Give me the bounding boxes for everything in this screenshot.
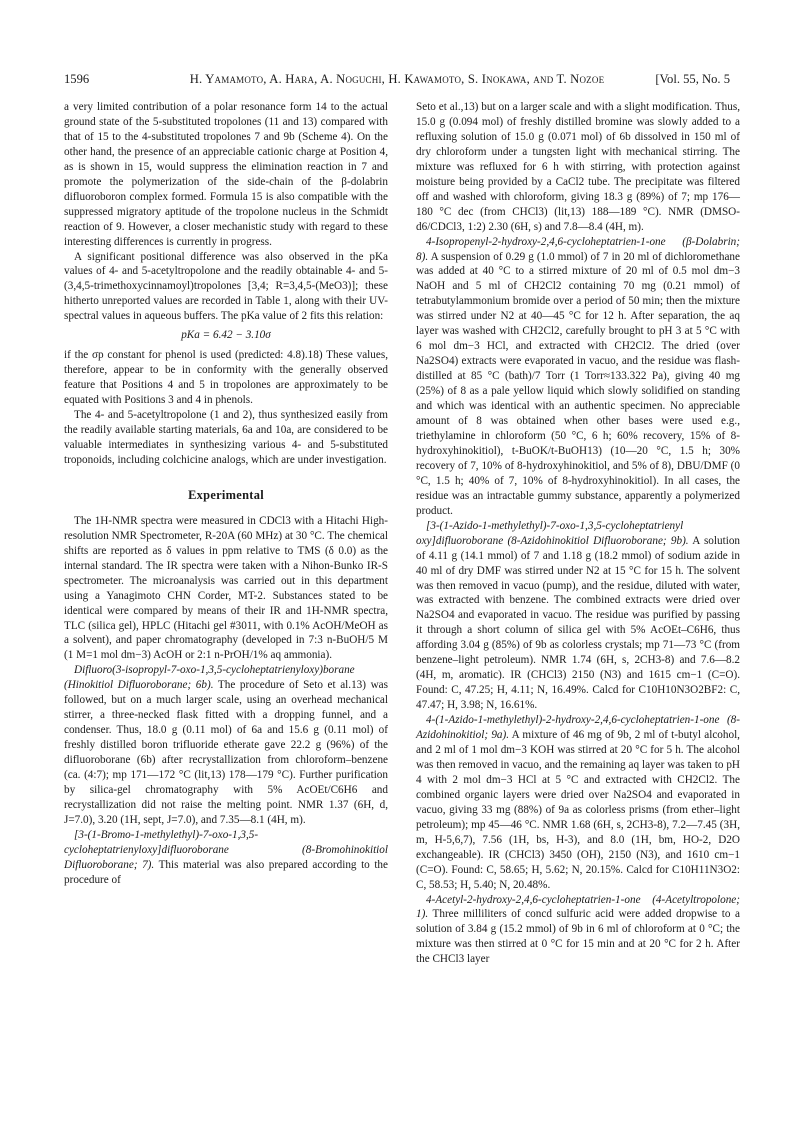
left-column: [64, 100, 388, 888]
paragraph-methods: The 1H-NMR spectra were measured in CDCl3 with a Hitachi High-resolution NMR Spectrometer, R-20A (60 MHz) at 30 °C. The chemical shifts are reported as δ values in ppm relative to TMS (δ 0.0) as the internal standard. The IR spectra were taken with a Nihon-Bunko IR-S spectrometer. The microanalysis was carried out in this department using a Yanagimoto CHN Corder, MT-2. Substances stated to be identical were compared by means of their IR and 1H-NMR spectra, TLC (silica gel), HPLC (Hitachi gel #3011, with 0.1% AcOH/MeOH as a solvent), and paper chromatography (developed in 7:3 n-BuOH/5 M (1 M=1 mol dm−3) AcOH or 2:1 n-PrOH/1% aq ammonia).: [64, 514, 388, 662]
paragraph-acetyltropolone: The 4- and 5-acetyltropolone (1 and 2), thus synthesized easily from the readily available starting materials, 6a and 10a, are considered to be valuable intermediates in synthesizing various 4- and 5-substituted troponoids, including colchicine analogs, which are under investigation.: [64, 409, 388, 466]
compound-title-9a: 4-(1-Azido-1-methylethyl)-2-hydroxy-2,4,6-cycloheptatrien-1-one (8-Azidohinokitiol; 9a).: [416, 714, 740, 742]
section-title-experimental: Experimental: [188, 487, 264, 502]
paragraph-8: [416, 235, 740, 519]
paragraph-7: [64, 828, 388, 888]
page-number: 1596: [64, 72, 90, 86]
volume-info: [Vol. 55, No. 5: [655, 72, 730, 86]
running-authors: H. Yamamoto, A. Hara, A. Noguchi, H. Kawamoto, S. Inokawa, and T. Nozoe: [189, 72, 605, 86]
compound-text-9b: A solution of 4.11 g (14.1 mmol) of 7 and 1.18 g (18.2 mmol) of sodium azide in 40 ml of dry DMF was stirred under N2 at 15 °C for 15 h. The solvent was then removed in vacuo (pump), and the residue, diluted with water, was extracted with benzene. The combined extracts were dried over Na2SO4 and evaporated in vacuo. The residue was purified by passing it through a short column of silica gel with 5% AcOEt–C6H6, thus affording 3.04 g (85%) of 9b as colorless crystals; mp 71—73 °C (from benzene–light petroleum). NMR 1.74 (6H, s, 2CH3-8) and 7.6—8.2 (4H, m, aromatic). IR (CHCl3) 2150 (N3) and 1615 cm−1 (C=O). Found: C, 47.25; H, 4.11; N, 16.49%. Calcd for C10H10N3O2BF2: C, 47.47; H, 3.98; N, 16.61%.: [416, 534, 741, 712]
compound-title-9b: [3-(1-Azido-1-methylethyl)-7-oxo-1,3,5-cycloheptatrienyl oxy]difluoroborane (8-Azidohinokitiol Difluoroborane; 9b).: [416, 519, 689, 547]
paragraph-7-cont: Seto et al.,13) but on a larger scale and with a slight modification. Thus, 15.0 g (0.094 mol) of freshly distilled bromine was slowly added to a refluxing solution of 15.0 g (0.071 mol) of 6b dissolved in 150 ml of dry chloroform under a tungsten light with mechanical stirring. The mixture was refluxed for 6 h with stirring, with protection against moisture being provided by a CaCl2 tube. The precipitate was filtered off and washed with chloroform, giving 18.3 g (89%) of 7; mp 176—180 °C dec (from CHCl3) (lit,13) 188—189 °C). NMR (DMSO-d6/CDCl3, 1:2) 2.30 (6H, s) and 7.8—8.4 (4H, m).: [416, 101, 740, 233]
compound-text-1: Three milliliters of concd sulfuric acid were added dropwise to a solution of 3.84 g (15.2 mmol) of 9b in 6 ml of chloroform at 0 °C; the mixture was then stirred at 0 °C for 15 min and at 20 °C for 2 h. After the CHCl3 layer: [416, 908, 740, 966]
paragraph-9a: [416, 713, 740, 892]
paragraph-resonance: a very limited contribution of a polar resonance form 14 to the actual ground state of the 5-substituted tropolones (11 and 13) compared with that of 15 to the 4-substituted tropolones 7 and 9b (Scheme 4). On the other hand, the presence of an appreciable cationic charge at Position 4, as is shown in 15, would suppress the elimination reaction in 7 and promote the polymerization of the side-chain of the β-dolabrin difluoroboron complex formed. Formula 15 is also compatible with the suppressed migratory aptitude of the tropolone nucleus in the Schmidt reaction of 9. However, a closer mechanistic study with regard to these interesting differences is currently in progress.: [64, 101, 388, 248]
compound-text-7: This material was also prepared according to the procedure of: [64, 858, 388, 886]
pka-equation: pKa = 6.42 − 3.10σ: [181, 329, 271, 342]
compound-title-7: [3-(1-Bromo-1-methylethyl)-7-oxo-1,3,5-cycloheptatrienyloxy]difluoroborane (8-Bromohinokitiol Difluoroborane; 7).: [64, 828, 388, 871]
paragraph-sigma: if the σp constant for phenol is used (predicted: 4.8).18) These values, therefore, appear to be in conformity with the generally observed feature that Positions 4 and 5 in tropolones are approximately to be equated with Positions 3 and 4 in phenols.: [64, 349, 388, 407]
paragraph-1: [416, 893, 740, 968]
compound-text-6b: The procedure of Seto et al.13) was followed, but on a much larger scale, using an overhead mechanical stirrer, a three-necked flask fitted with a dropping funnel, and a condenser. Thus, 18.0 g (0.11 mol) of 6a and 15.6 g (0.11 mol) of freshly distilled boron trifluoride etherate gave 22.2 g (96%) of the difluoroborane (6b) after recrystallization from chloroform–benzene (ca. (4:7); mp 171—172 °C (lit,13) 178—179 °C). Further purification by silica-gel chromatography with 5% AcOEt/C6H6 and recrystallization did not raise the melting point. NMR 1.37 (6H, d, J=7.0), 3.20 (1H, sept, J=7.0), and 7.35—8.1 (4H, m).: [64, 679, 388, 826]
compound-text-9a: A mixture of 46 mg of 9b, 2 ml of t-butyl alcohol, and 2 ml of 1 mol dm−3 KOH was stirred at 20 °C for 5 h. The alcohol was then removed in vacuo, and the remaining aq layer was taken to pH 4 with 2 mol dm−3 HCl at 5 °C and extracted with CH2Cl2. The combined organic layers were dried over Na2SO4 and evaporated in vacuo, giving 33 mg (88%) of 9a as colorless prisms (from ether–light petroleum); mp 45—46 °C. NMR 1.68 (6H, s, 2CH3-8), 7.2—7.45 (3H, m, H-5,6,7), 7.56 (1H, bs, H-3), and 8.0 (1H, bm, HO-2, D2O exchangeable). IR (CHCl3) 3450 (OH), 2150 (N3), and 1610 cm−1 (C=O). Found: C, 58.65; H, 5.62; N, 20.15%. Calcd for C10H11N3O2: C, 58.53; H, 5.40; N, 20.48%.: [416, 729, 740, 891]
compound-title-8: 4-Isopropenyl-2-hydroxy-2,4,6-cycloheptatrien-1-one (β-Dolabrin; 8).: [416, 235, 740, 263]
compound-text-8: A suspension of 0.29 g (1.0 mmol) of 7 in 20 ml of dichloromethane was added at 40 °C to a stirred mixture of 20 ml of 0.5 mol dm−3 NaOH and 5 ml of CH2Cl2 containing 70 mg (0.21 mmol) of tetrabutylammonium bromide over a period of 50 min; then the mixture was stirred under N2 at 40—45 °C for 12 h. After separation, the aq layer was washed with CH2Cl2, carefully brought to pH 3 at 5 °C with 6 mol dm−3 HCl, and extracted with CH2Cl2. The dried (over Na2SO4) extracts were evaporated in vacuo, and the residue was flash-distilled at 85 °C (bath)/7 Torr (1 Torr≈133.322 Pa), giving 40 mg (25%) of 8 as a pale yellow liquid which slowly solidified on standing and which was identical with an authentic specimen. No appreciable amount of 8 was obtained when other bases were used e.g., triethylamine in chloroform (50 °C, 6 h; 60% recovery, 15% of 8-hydroxyhinokitiol), t-BuOK/t-BuOH13) (10—20 °C, 1.5 h; 30% recovery of 7, 10% of 8-hydroxyhinokitiol, and 5% of 8), DBU/DMF (0 °C, 1.5 h; 40% of 7, 10% of 8-hydroxyhinokitiol). In all cases, the residue was an intractable gummy substance, apparently a polymerized product.: [416, 250, 740, 517]
paragraph-pka: A significant positional difference was also observed in the pKa values of 4- and 5-acetyltropolone and the readily obtainable 4- and 5-(3,4,5-trimethoxycinnamoyl)tropolones [3,4; R=3,4,5-(MeO3)]; these hitherto unreported values are recorded in Table 1, along with their UV-spectral values in aqueous buffers. The pKa value of 2 fits this relation:: [64, 250, 388, 323]
paragraph-6b: [64, 663, 388, 827]
compound-title-6b: Difluoro(3-isopropyl-7-oxo-1,3,5-cycloheptatrienyloxy)borane (Hinokitiol Difluoroborane; 6b).: [64, 664, 355, 692]
right-column: [416, 100, 740, 967]
compound-title-1: 4-Acetyl-2-hydroxy-2,4,6-cycloheptatrien-1-one (4-Acetyltropolone; 1).: [416, 893, 740, 921]
page-header: [64, 72, 730, 92]
paragraph-9b: [416, 519, 740, 713]
